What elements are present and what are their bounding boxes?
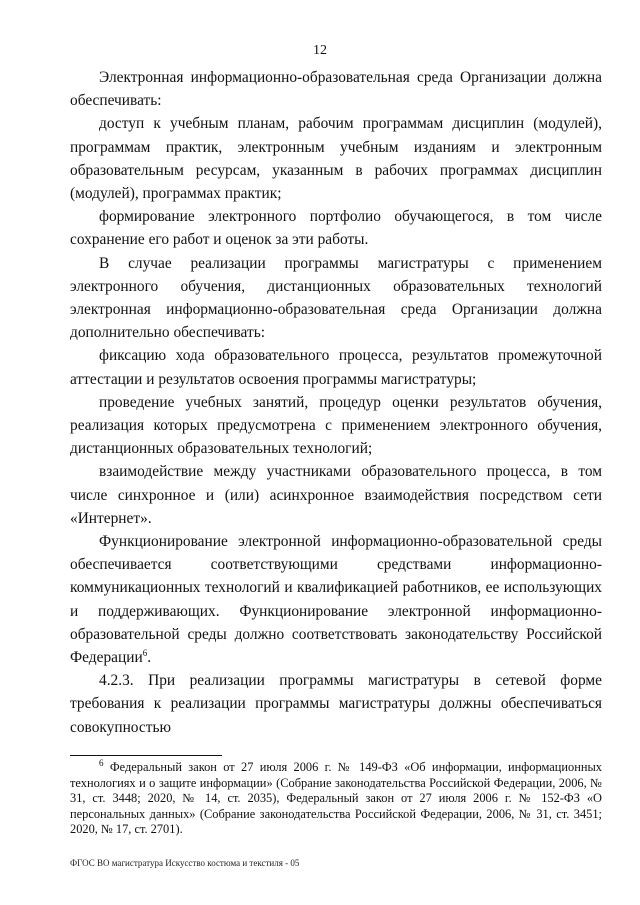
page-number: 12 xyxy=(313,43,327,58)
paragraph: доступ к учебным планам, рабочим программам дисциплин (модулей), программам практик, электронным учебным изданиям и электронным образовательным ресурсам, указанным в рабочих программах дисциплин (модулей), программах практик; xyxy=(70,115,602,203)
footnote xyxy=(70,757,602,838)
paragraph-with-footnote: Функционирование электронной информационно-образовательной среды обеспечивается соответствующими средствами информационно-коммуникационных технологий и квалификацией работников, ее использующих и поддерживающих. Функционирование электронной информационно-образовательной среды должно соответствовать законодательству Российской Федерации$^6$. xyxy=(70,533,602,667)
document-body xyxy=(70,66,602,739)
paragraph: взаимодействие между участниками образовательного процесса, в том числе синхронное и (или) асинхронное взаимодействия посредством сети «Интернет». xyxy=(70,463,602,527)
paragraph-text: Функционирование электронной информационно-образовательной среды обеспечивается соответствующими средствами информационно-коммуникационных технологий и квалификацией работников, ее использующих и поддерживающих. Функционирование электронной информационно-образовательной среды должно соответствовать законодательству Российской Федерации xyxy=(70,533,602,667)
paragraph: фиксацию хода образовательного процесса, результатов промежуточной аттестации и результатов освоения программы магистратуры; xyxy=(70,347,602,388)
paragraph: 4.2.3. При реализации программы магистратуры в сетевой форме требования к реализации программы магистратуры должны обеспечиваться совокупностью xyxy=(70,672,602,736)
footnote-separator xyxy=(70,755,222,756)
paragraph: В случае реализации программы магистратуры с применением электронного обучения, дистанционных образовательных технологий электронная информационно-образовательная среда Организации должна дополнительно обеспечивать: xyxy=(70,254,602,342)
paragraph: формирование электронного портфолио обучающегося, в том числе сохранение его работ и оценок за эти работы. xyxy=(70,208,602,249)
footnote-marker: 6 xyxy=(99,757,104,768)
footnote-reference: 6 xyxy=(142,647,148,658)
paragraph: проведение учебных занятий, процедур оценки результатов обучения, реализация которых предусмотрена с применением электронного обучения, дистанционных образовательных технологий; xyxy=(70,393,602,458)
paragraph: Электронная информационно-образовательная среда Организации должна обеспечивать: xyxy=(70,69,602,110)
footnote-text: Федеральный закон от 27 июля 2006 г. № 149-ФЗ «Об информации, информационных технологиях и о защите информации» (Собрание законодательства Российской Федерации, 2006, № 31, ст. 3448; 2020, № 14, ст. 2035), Федеральный закон от 27 июля 2006 г. № 152-ФЗ «О персональных данных» (Собрание законодательства Российской Федерации, 2006, № 31, ст. 3451; 2020, № 17, ст. 2701). xyxy=(70,760,602,837)
document-footer: ФГОС ВО магистратура Искусство костюма и текстиля - 05 xyxy=(70,858,300,868)
